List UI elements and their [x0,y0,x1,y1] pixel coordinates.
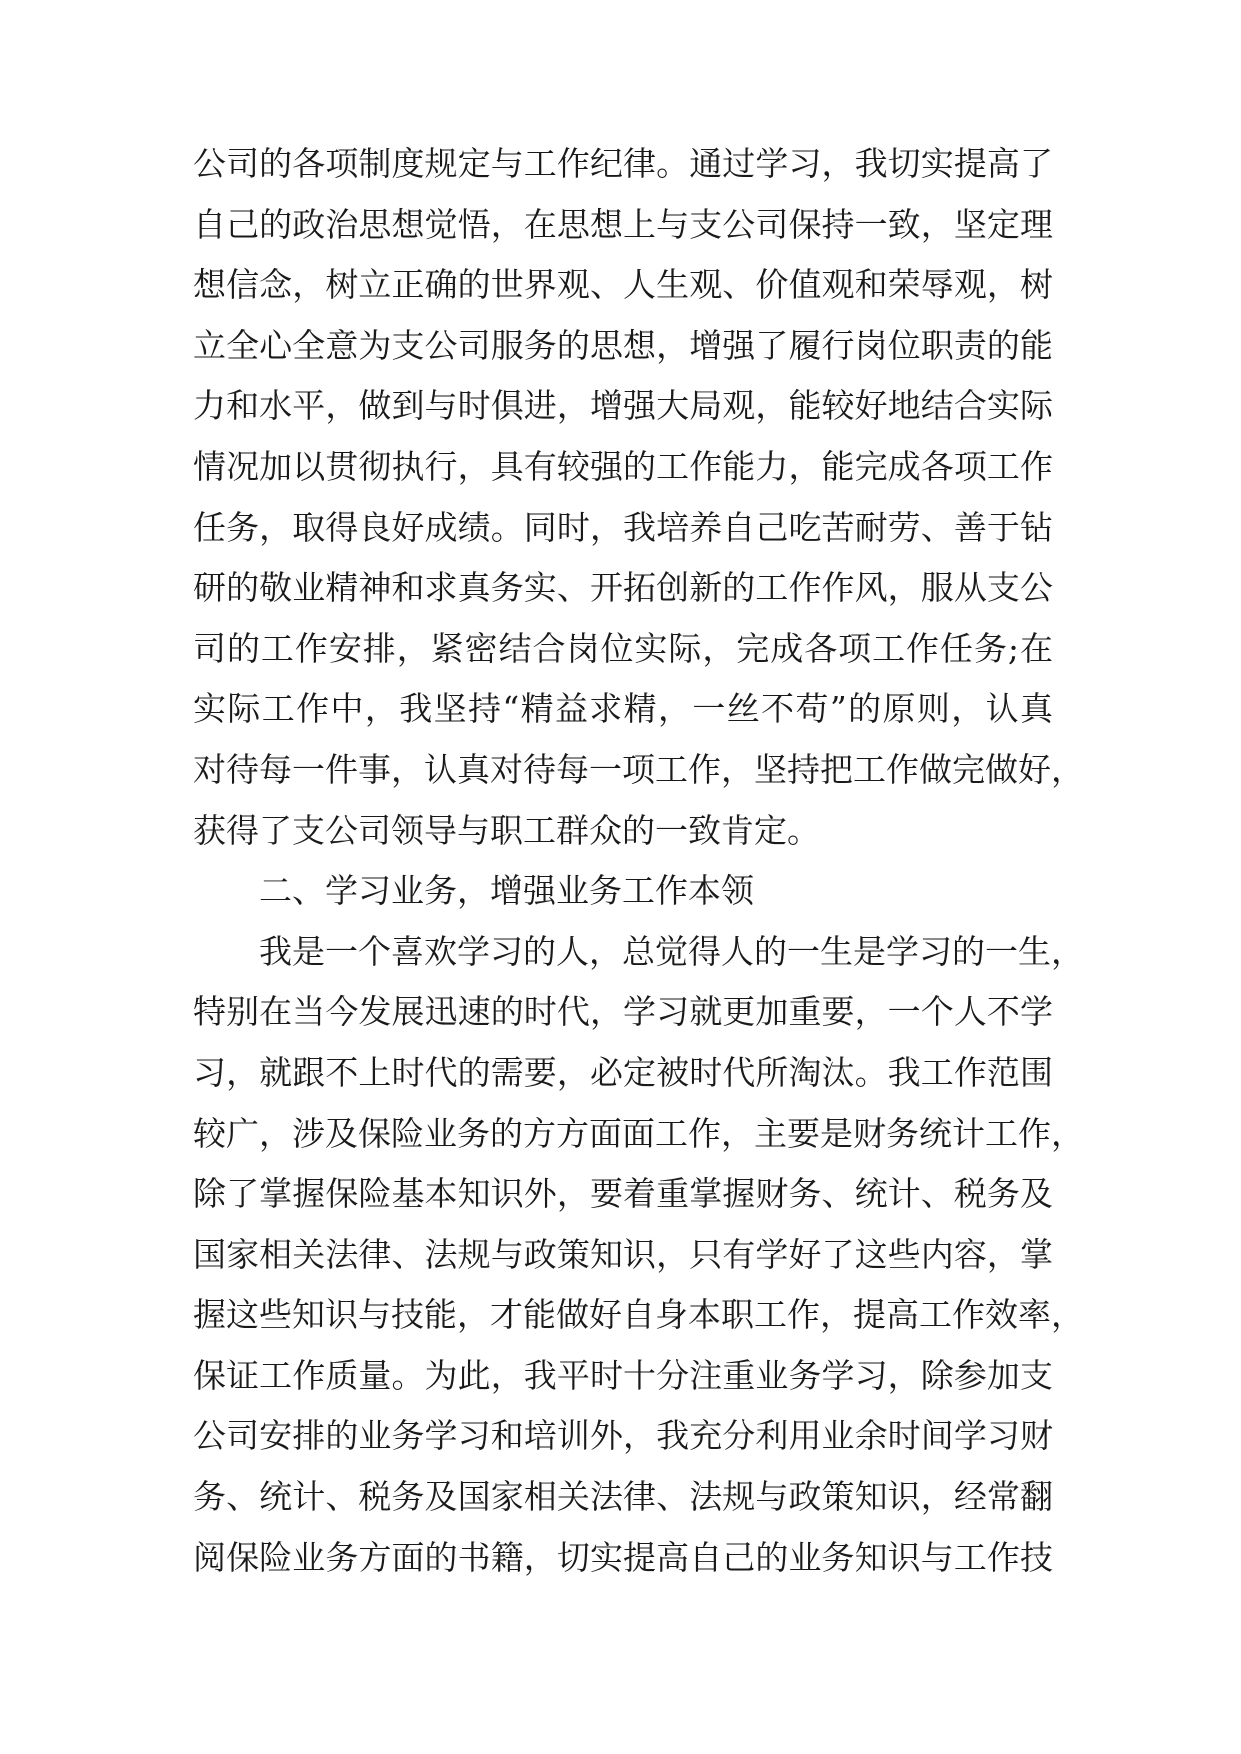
text-line: 务、统计、税务及国家相关法律、法规与政策知识，经常翻 [193,1477,1053,1517]
text-line: 阅保险业务方面的书籍，切实提高自己的业务知识与工作技 [193,1537,1053,1577]
text-line: 研的敬业精神和求真务实、开拓创新的工作作风，服从支公 [193,568,1053,608]
text-line: 我是一个喜欢学习的人，总觉得人的一生是学习的一生， [259,931,1084,971]
text-line: 力和水平，做到与时俱进，增强大局观，能较好地结合实际 [193,386,1053,426]
text-line: 特别在当今发展迅速的时代，学习就更加重要，一个人不学 [193,992,1053,1032]
text-line: 想信念，树立正确的世界观、人生观、价值观和荣辱观，树 [193,265,1053,305]
text-line: 国家相关法律、法规与政策知识，只有学好了这些内容，掌 [193,1234,1053,1274]
text-line: 立全心全意为支公司服务的思想，增强了履行岗位职责的能 [193,325,1053,365]
text-line: 对待每一件事，认真对待每一项工作，坚持把工作做完做好， [193,749,1084,789]
text-line: 二、学习业务，增强业务工作本领 [259,871,754,911]
text-line: 司的工作安排，紧密结合岗位实际，完成各项工作任务;在 [193,628,1053,668]
document-body [193,134,1084,1588]
text-line: 握这些知识与技能，才能做好自身本职工作，提高工作效率， [193,1295,1084,1335]
text-line: 较广，涉及保险业务的方方面面工作，主要是财务统计工作， [193,1113,1084,1153]
text-line: 实际工作中，我坚持“精益求精，一丝不苟”的原则，认真 [193,689,1053,729]
text-line: 公司安排的业务学习和培训外，我充分利用业余时间学习财 [193,1416,1053,1456]
text-line: 公司的各项制度规定与工作纪律。通过学习，我切实提高了 [193,144,1053,183]
text-line: 获得了支公司领导与职工群众的一致肯定。 [193,810,820,850]
text-line: 习，就跟不上时代的需要，必定被时代所淘汰。我工作范围 [193,1052,1053,1092]
text-line: 任务，取得良好成绩。同时，我培养自己吃苦耐劳、善于钻 [193,507,1053,547]
text-line: 情况加以贯彻执行，具有较强的工作能力，能完成各项工作 [193,446,1053,486]
text-line: 除了掌握保险基本知识外，要着重掌握财务、统计、税务及 [193,1174,1053,1214]
text-line: 保证工作质量。为此，我平时十分注重业务学习，除参加支 [193,1355,1053,1395]
text-line: 自己的政治思想觉悟，在思想上与支公司保持一致，坚定理 [193,204,1053,244]
